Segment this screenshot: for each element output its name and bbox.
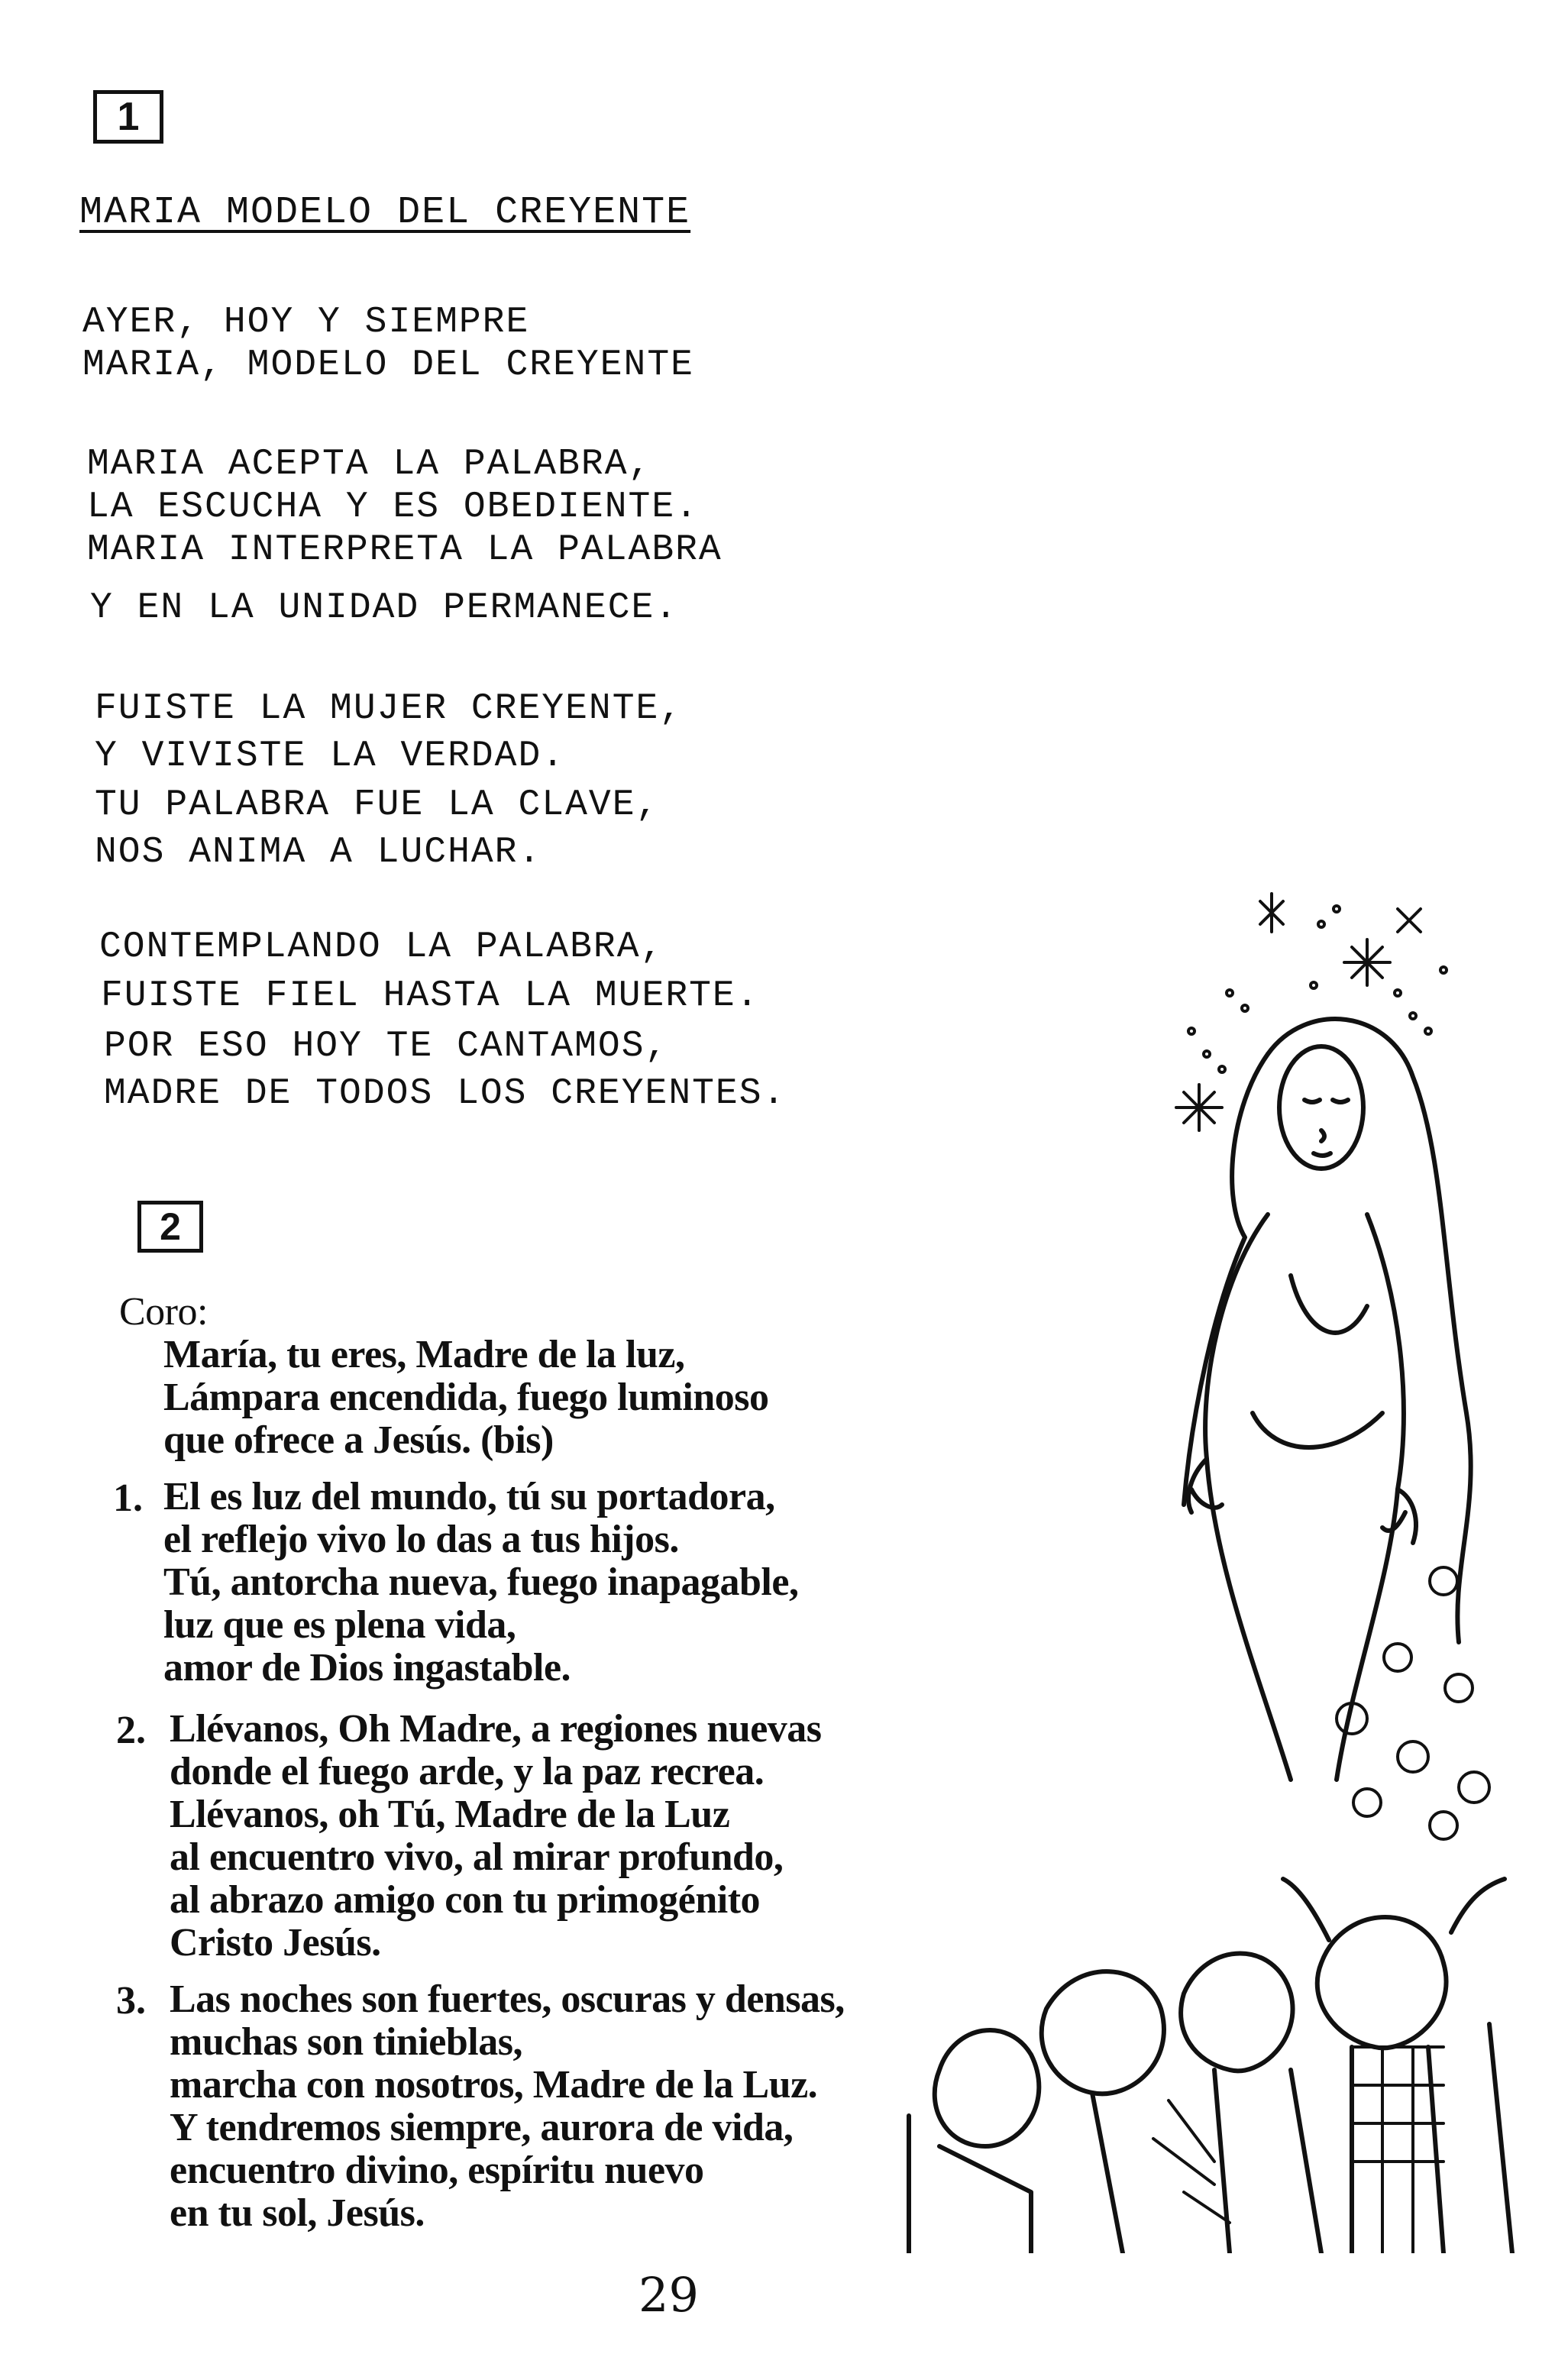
verse-3-number: 3.	[116, 1979, 146, 2023]
robe-left	[1205, 1214, 1291, 1780]
song-1-line: MARIA, MODELO DEL CREYENTE	[82, 344, 694, 386]
song-2-number-box	[137, 1201, 203, 1253]
coro-label: Coro:	[119, 1290, 208, 1334]
song-1-title: MARIA MODELO DEL CREYENTE	[79, 191, 691, 234]
song-1-number-box	[93, 90, 163, 144]
verse-3-line: Y tendremos siempre, aurora de vida,	[170, 2106, 794, 2149]
verse-3-line: encuentro divino, espíritu nuevo	[170, 2149, 704, 2192]
verse-2-line: donde el fuego arde, y la paz recrea.	[170, 1750, 765, 1793]
person-head	[1042, 1971, 1164, 2094]
face	[1279, 1046, 1363, 1169]
verse-1-number: 1.	[113, 1476, 143, 1520]
song-1-line: CONTEMPLANDO LA PALABRA,	[99, 926, 664, 968]
verse-3-line: muchas son tinieblas,	[170, 2020, 522, 2064]
verse-1-line: luz que es plena vida,	[163, 1603, 516, 1647]
verse-2-line: Llévanos, oh Tú, Madre de la Luz	[170, 1793, 730, 1836]
flowers	[1337, 1567, 1489, 1839]
song-1-line: Y VIVISTE LA VERDAD.	[95, 736, 566, 777]
song-1-line: POR ESO HOY TE CANTAMOS,	[104, 1026, 669, 1067]
coro-line: que ofrece a Jesús. (bis)	[163, 1418, 554, 1462]
song-1-line: MARIA ACEPTA LA PALABRA,	[87, 444, 652, 485]
verse-2-line: Cristo Jesús.	[170, 1921, 381, 1964]
veil-left-edge	[1184, 1054, 1268, 1505]
coro-line: Lámpara encendida, fuego luminoso	[163, 1376, 769, 1419]
song-2-number: 2	[160, 1205, 181, 1248]
virgin-mary-with-people-illustration	[863, 878, 1535, 2253]
song-1-line: AYER, HOY Y SIEMPRE	[82, 302, 530, 343]
verse-2-line: al encuentro vivo, al mirar profundo,	[170, 1835, 784, 1879]
song-1-line: LA ESCUCHA Y ES OBEDIENTE.	[87, 487, 699, 528]
verse-1-line: amor de Dios ingastable.	[163, 1646, 571, 1690]
coro-line: María, tu eres, Madre de la luz,	[163, 1333, 685, 1376]
song-1-number: 1	[117, 95, 140, 139]
robe-fold	[1291, 1276, 1367, 1333]
halo-stars	[1176, 894, 1447, 1130]
raised-arms	[1283, 1879, 1505, 1940]
verse-2-line: Llévanos, Oh Madre, a regiones nuevas	[170, 1707, 822, 1751]
people-group	[909, 1879, 1512, 2253]
person-head	[935, 2030, 1039, 2146]
veil-right-edge	[1268, 1019, 1471, 1642]
verse-1-line: el reflejo vivo lo das a tus hijos.	[163, 1518, 679, 1561]
robe-right	[1337, 1214, 1404, 1780]
song-1-line: FUISTE LA MUJER CREYENTE,	[95, 688, 684, 729]
song-1-line: MADRE DE TODOS LOS CREYENTES.	[104, 1073, 787, 1114]
verse-1-line: Tú, antorcha nueva, fuego inapagable,	[163, 1560, 799, 1604]
person-head	[1181, 1954, 1292, 2071]
song-1-line: Y EN LA UNIDAD PERMANECE.	[90, 587, 679, 629]
verse-3-line: en tu sol, Jesús.	[170, 2191, 425, 2235]
verse-3-line: marcha con nosotros, Madre de la Luz.	[170, 2063, 818, 2107]
song-1-line: MARIA INTERPRETA LA PALABRA	[87, 529, 723, 571]
page-number: 29	[638, 2267, 699, 2323]
song-1-line: FUISTE FIEL HASTA LA MUERTE.	[101, 975, 760, 1017]
song-1-line: NOS ANIMA A LUCHAR.	[95, 832, 542, 873]
verse-2-line: al abrazo amigo con tu primogénito	[170, 1878, 761, 1922]
song-1-line: TU PALABRA FUE LA CLAVE,	[95, 784, 660, 826]
person-head	[1317, 1917, 1447, 2048]
verse-3-line: Las noches son fuertes, oscuras y densas,	[170, 1977, 845, 2021]
verse-1-line: El es luz del mundo, tú su portadora,	[163, 1475, 775, 1518]
verse-2-number: 2.	[116, 1709, 146, 1752]
